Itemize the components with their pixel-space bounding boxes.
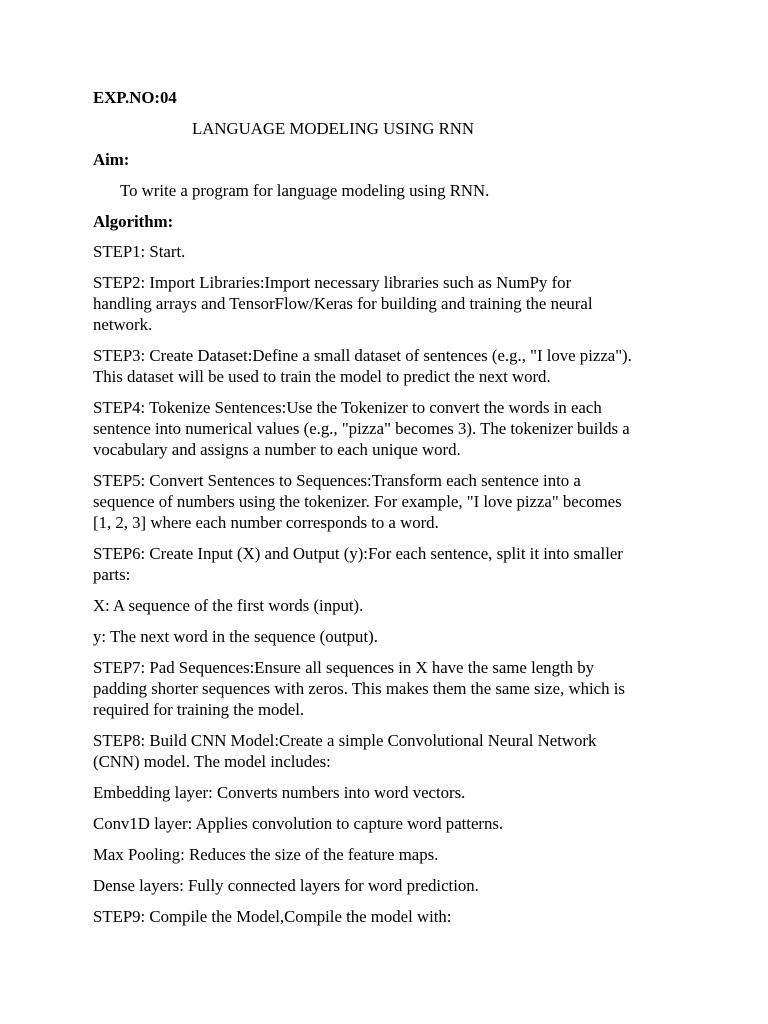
step-line: Max Pooling: Reduces the size of the feature maps. xyxy=(93,845,439,864)
step-line: Dense layers: Fully connected layers for word prediction. xyxy=(93,876,479,895)
experiment-number: EXP.NO:04 xyxy=(93,88,177,107)
step-line: STEP7: Pad Sequences:Ensure all sequences in X have the same length by xyxy=(93,658,594,677)
step-5 xyxy=(93,470,683,533)
step-line: parts: xyxy=(93,565,131,584)
step-8 xyxy=(93,730,683,772)
step-8-embedding-layer xyxy=(93,782,683,803)
step-line: [1, 2, 3] where each number corresponds to a word. xyxy=(93,513,439,532)
step-line: STEP8: Build CNN Model:Create a simple Convolutional Neural Network xyxy=(93,731,597,750)
step-line: X: A sequence of the first words (input). xyxy=(93,596,364,615)
step-line: padding shorter sequences with zeros. This makes them the same size, which is xyxy=(93,679,625,698)
step-7 xyxy=(93,657,683,720)
document-title: LANGUAGE MODELING USING RNN xyxy=(192,119,474,138)
step-line: STEP1: Start. xyxy=(93,242,186,261)
step-6-input-x xyxy=(93,595,683,616)
step-line: This dataset will be used to train the model to predict the next word. xyxy=(93,367,551,386)
step-line: Embedding layer: Converts numbers into word vectors. xyxy=(93,783,466,802)
step-line: vocabulary and assigns a number to each unique word. xyxy=(93,440,461,459)
step-line: handling arrays and TensorFlow/Keras for building and training the neural xyxy=(93,294,593,313)
step-9 xyxy=(93,906,683,927)
step-6-output-y xyxy=(93,626,683,647)
step-line: STEP4: Tokenize Sentences:Use the Tokenizer to convert the words in each xyxy=(93,398,602,417)
step-8-dense-layers xyxy=(93,875,683,896)
step-line: STEP6: Create Input (X) and Output (y):For each sentence, split it into smaller xyxy=(93,544,623,563)
step-line: STEP9: Compile the Model,Compile the model with: xyxy=(93,907,452,926)
step-8-conv1d-layer xyxy=(93,813,683,834)
step-line: network. xyxy=(93,315,153,334)
step-4 xyxy=(93,397,683,460)
step-6 xyxy=(93,543,683,585)
step-line: required for training the model. xyxy=(93,700,305,719)
aim-text: To write a program for language modeling using RNN. xyxy=(120,181,490,200)
step-3 xyxy=(93,345,683,387)
step-line: sequence of numbers using the tokenizer. For example, "I love pizza" becomes xyxy=(93,492,622,511)
step-line: STEP3: Create Dataset:Define a small dataset of sentences (e.g., "I love pizza"). xyxy=(93,346,632,365)
step-line: STEP5: Convert Sentences to Sequences:Transform each sentence into a xyxy=(93,471,581,490)
aim-heading: Aim: xyxy=(93,150,130,169)
step-line: sentence into numerical values (e.g., "pizza" becomes 3). The tokenizer builds a xyxy=(93,419,630,438)
step-1 xyxy=(93,241,683,262)
step-line: Conv1D layer: Applies convolution to capture word patterns. xyxy=(93,814,504,833)
step-line: y: The next word in the sequence (output). xyxy=(93,627,378,646)
step-8-max-pooling xyxy=(93,844,683,865)
step-2 xyxy=(93,272,683,335)
step-line: (CNN) model. The model includes: xyxy=(93,752,331,771)
algorithm-heading: Algorithm: xyxy=(93,212,174,231)
step-line: STEP2: Import Libraries:Import necessary libraries such as NumPy for xyxy=(93,273,572,292)
